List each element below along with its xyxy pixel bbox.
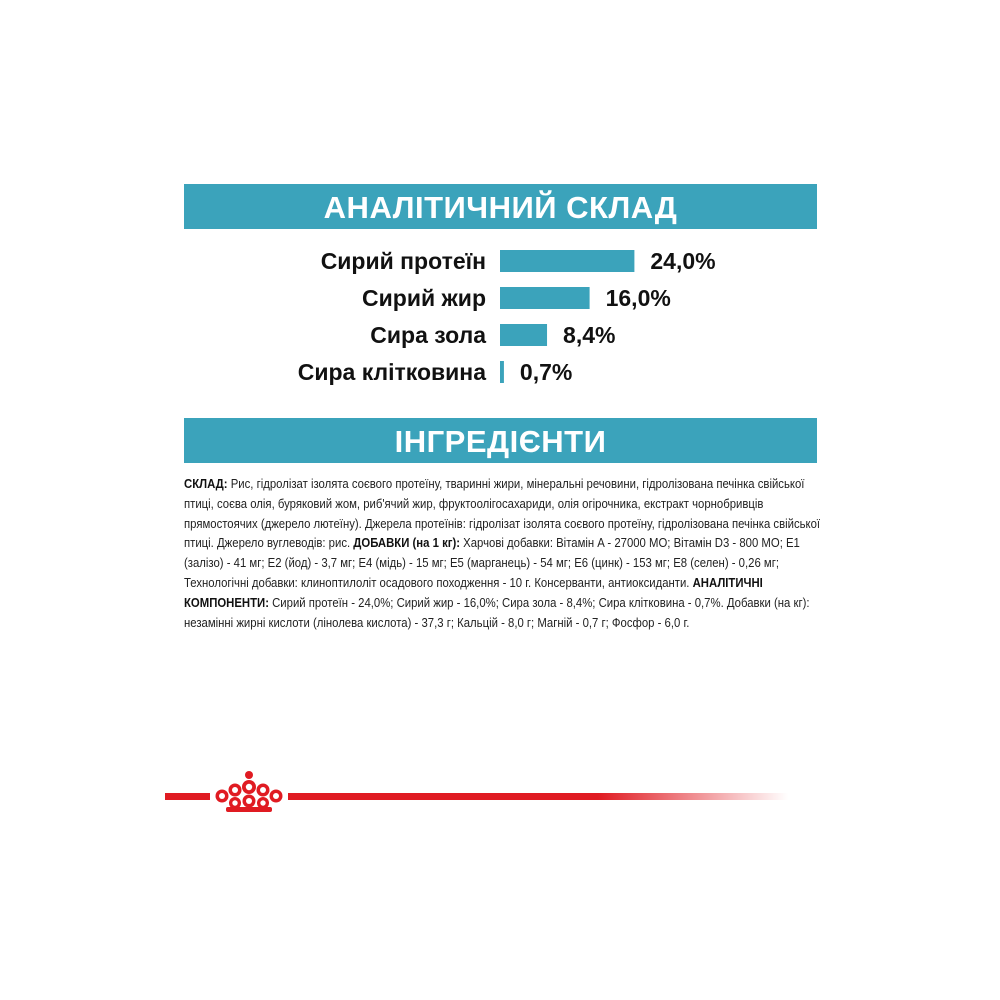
- composition-segment: Харчові добавки: Вітамін A - 27000 МО; Вітамін D3 - 800 МО; E1 (залізо) - 41 мг; E2 (йод) - 3,7 мг; E4 (мідь) - 15 мг; E5 (марганець) - 54 мг; E6 (цинк) - 153 мг; E8 (селен) - 0,26 мг; Технологічні добавки: клиноптилоліт осадового походження - 10 г. Консерванти, антиоксиданти.: [184, 535, 800, 590]
- category-label: Сира клітковина: [297, 359, 486, 385]
- bar: [500, 324, 547, 346]
- category-label: Сира зола: [370, 322, 486, 348]
- bar: [500, 250, 634, 272]
- composition-heading: ДОБАВКИ (на 1 кг):: [353, 535, 461, 551]
- value-label: 8,4%: [563, 322, 616, 348]
- ingredients-header: ІНГРЕДІЄНТИ: [184, 418, 817, 463]
- composition-text: [184, 474, 824, 632]
- analysis-header: АНАЛІТИЧНИЙ СКЛАД: [184, 184, 817, 229]
- analysis-chart: [0, 240, 1000, 400]
- brand-line-right: [288, 793, 788, 800]
- composition-heading: АНАЛІТИЧНІ КОМПОНЕНТИ:: [184, 574, 763, 610]
- composition-segment: Рис, гідролізат ізолята соєвого протеїну, тваринні жири, мінеральні речовини, гідролізована печінка свійської птиці, соєва олія, буряковий жом, риб'ячий жир, фруктоолігосахариди, олія огірочника, екстракт чорнобривців прямостоячих (джерело лютеїну). Джерела протеїнів: гідролізат ізолята соєвого протеїну, гідролізована печінка свійської птиці. Джерело вуглеводів: рис.: [184, 476, 821, 551]
- category-label: Сирий протеїн: [320, 248, 486, 274]
- brand-footer: [160, 770, 800, 820]
- category-label: Сирий жир: [362, 285, 486, 311]
- value-label: 24,0%: [650, 248, 716, 274]
- brand-line-left: [165, 793, 210, 800]
- bar: [500, 287, 590, 309]
- composition-segment: Сирий протеїн - 24,0%; Сирий жир - 16,0%; Сира зола - 8,4%; Сира клітковина - 0,7%. Добавки (на кг): незамінні жирні кислоти (лінолева кислота) - 37,3 г; Кальцій - 8,0 г; Магній - 0,7 г; Фосфор - 6,0 г.: [184, 594, 810, 630]
- value-label: 0,7%: [519, 359, 573, 385]
- composition-heading: СКЛАД:: [184, 476, 228, 491]
- bar: [500, 361, 504, 383]
- crown-icon: [216, 771, 283, 812]
- value-label: 16,0%: [605, 285, 671, 311]
